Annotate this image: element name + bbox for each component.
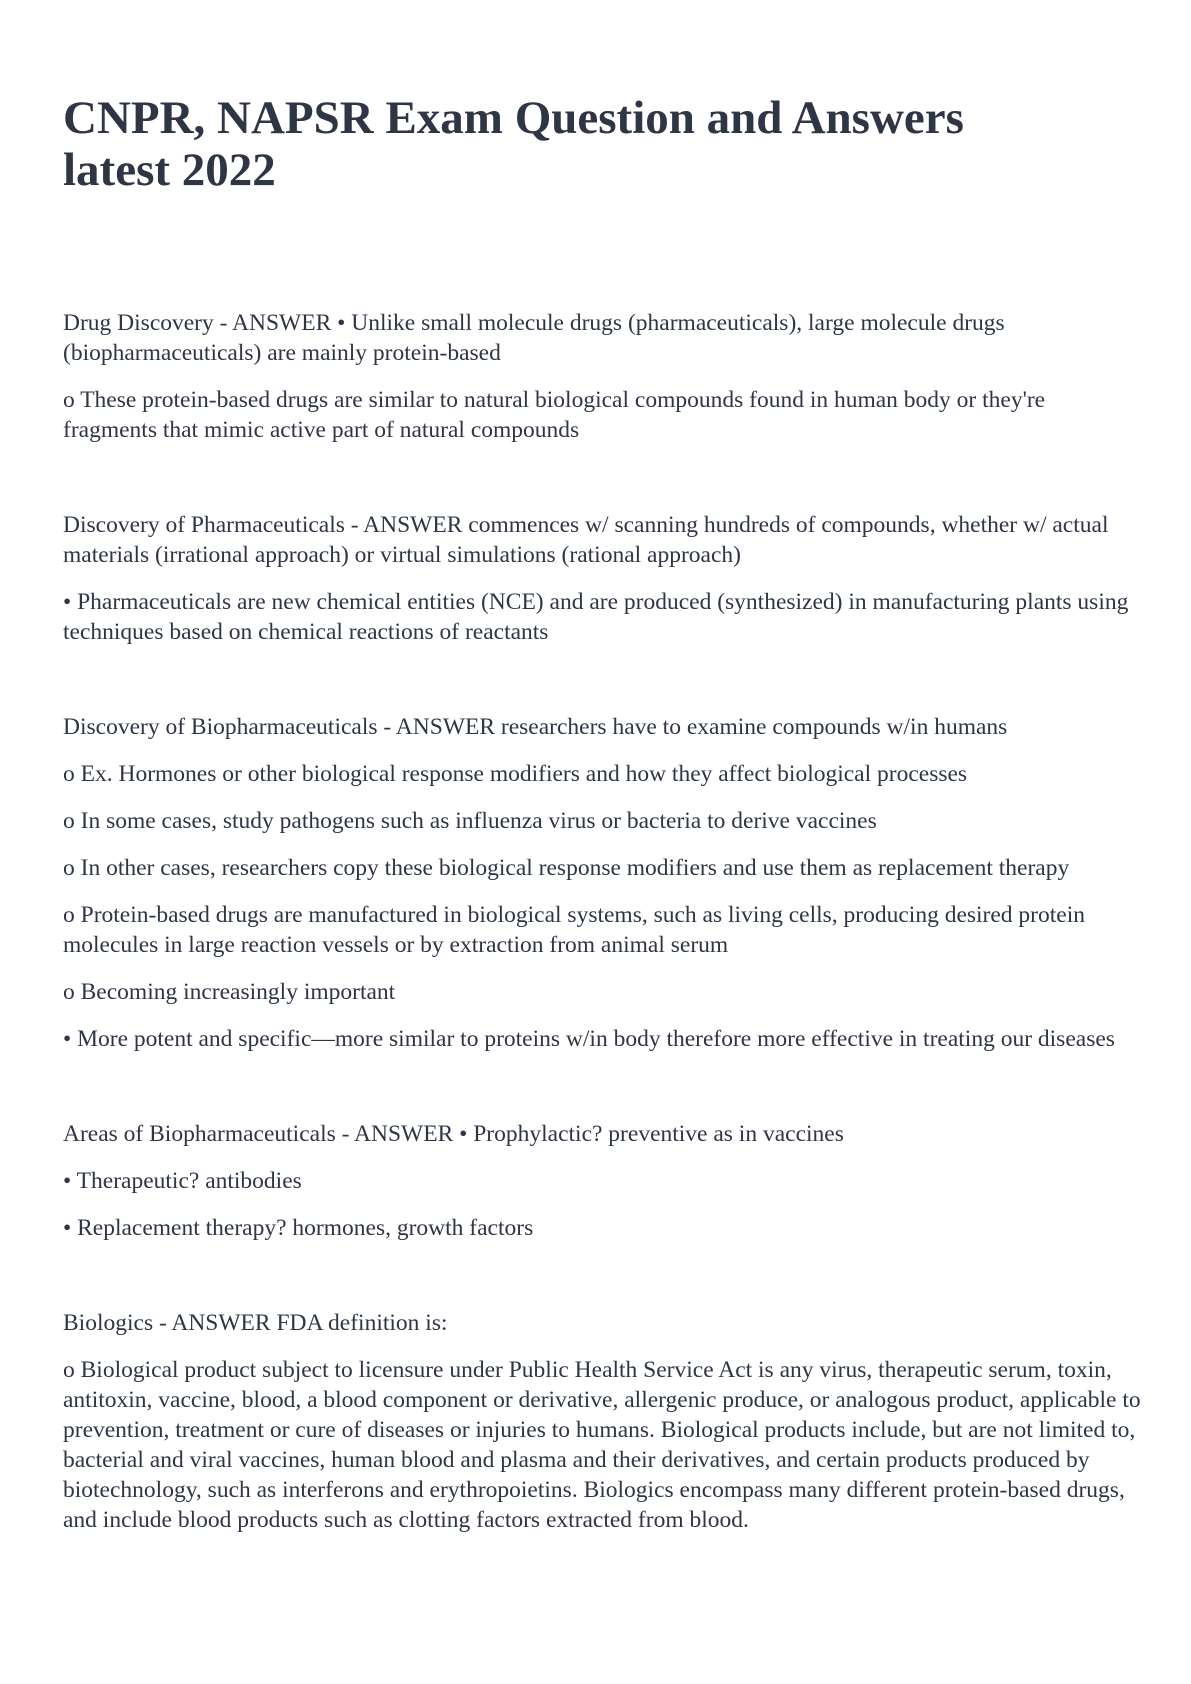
qa-paragraph: o In other cases, researchers copy these biological response modifiers and use them as replacement therapy [63,855,1070,881]
page-title: CNPR, NAPSR Exam Question and Answers latest 2022 [63,92,964,196]
qa-paragraph: Discovery of Pharmaceuticals - ANSWER commences w/ scanning hundreds of compounds, whether w/ actual materials (irrational approach) or virtual simulations (rational approach) [63,512,1109,568]
qa-paragraph: • More potent and specific—more similar to proteins w/in body therefore more effective in treating our diseases [63,1026,1115,1052]
qa-paragraph: Areas of Biopharmaceuticals - ANSWER • Prophylactic? preventive as in vaccines [63,1121,844,1147]
qa-paragraph: Discovery of Biopharmaceuticals - ANSWER researchers have to examine compounds w/in humans [63,714,1008,740]
qa-paragraph: • Pharmaceuticals are new chemical entities (NCE) and are produced (synthesized) in manufacturing plants using techniques based on chemical reactions of reactants [63,589,1129,645]
document-content [63,308,1143,1552]
qa-paragraph: o Biological product subject to licensure under Public Health Service Act is any virus, therapeutic serum, toxin, antitoxin, vaccine, blood, a blood component or derivative, allergenic produce, or analogous product, applicable to prevention, treatment or cure of diseases or injuries to humans. Biological products include, but are not limited to, bacterial and viral vaccines, human blood and plasma and their derivatives, and certain products produced by biotechnology, such as interferons and erythropoietins. Biologics encompass many different protein-based drugs, and include blood products such as clotting factors extracted from blood. [63,1357,1141,1533]
qa-paragraph: Biologics - ANSWER FDA definition is: [63,1310,448,1336]
qa-paragraph: o In some cases, study pathogens such as influenza virus or bacteria to derive vaccines [63,808,877,834]
qa-block [63,308,1143,462]
qa-block [63,1119,1143,1260]
qa-paragraph: o Ex. Hormones or other biological response modifiers and how they affect biological processes [63,761,968,787]
qa-paragraph: o Protein-based drugs are manufactured in biological systems, such as living cells, producing desired protein molecules in large reaction vessels or by extraction from animal serum [63,902,1085,958]
qa-block [63,510,1143,664]
qa-paragraph: o Becoming increasingly important [63,979,396,1005]
qa-paragraph: o These protein-based drugs are similar to natural biological compounds found in human body or they're fragments that mimic active part of natural compounds [63,387,1046,443]
qa-block [63,1308,1143,1552]
qa-paragraph: • Therapeutic? antibodies [63,1168,302,1194]
qa-paragraph: • Replacement therapy? hormones, growth factors [63,1215,534,1241]
qa-block [63,712,1143,1071]
qa-paragraph: Drug Discovery - ANSWER • Unlike small molecule drugs (pharmaceuticals), large molecule drugs (biopharmaceuticals) are mainly protein-based [63,310,1005,366]
